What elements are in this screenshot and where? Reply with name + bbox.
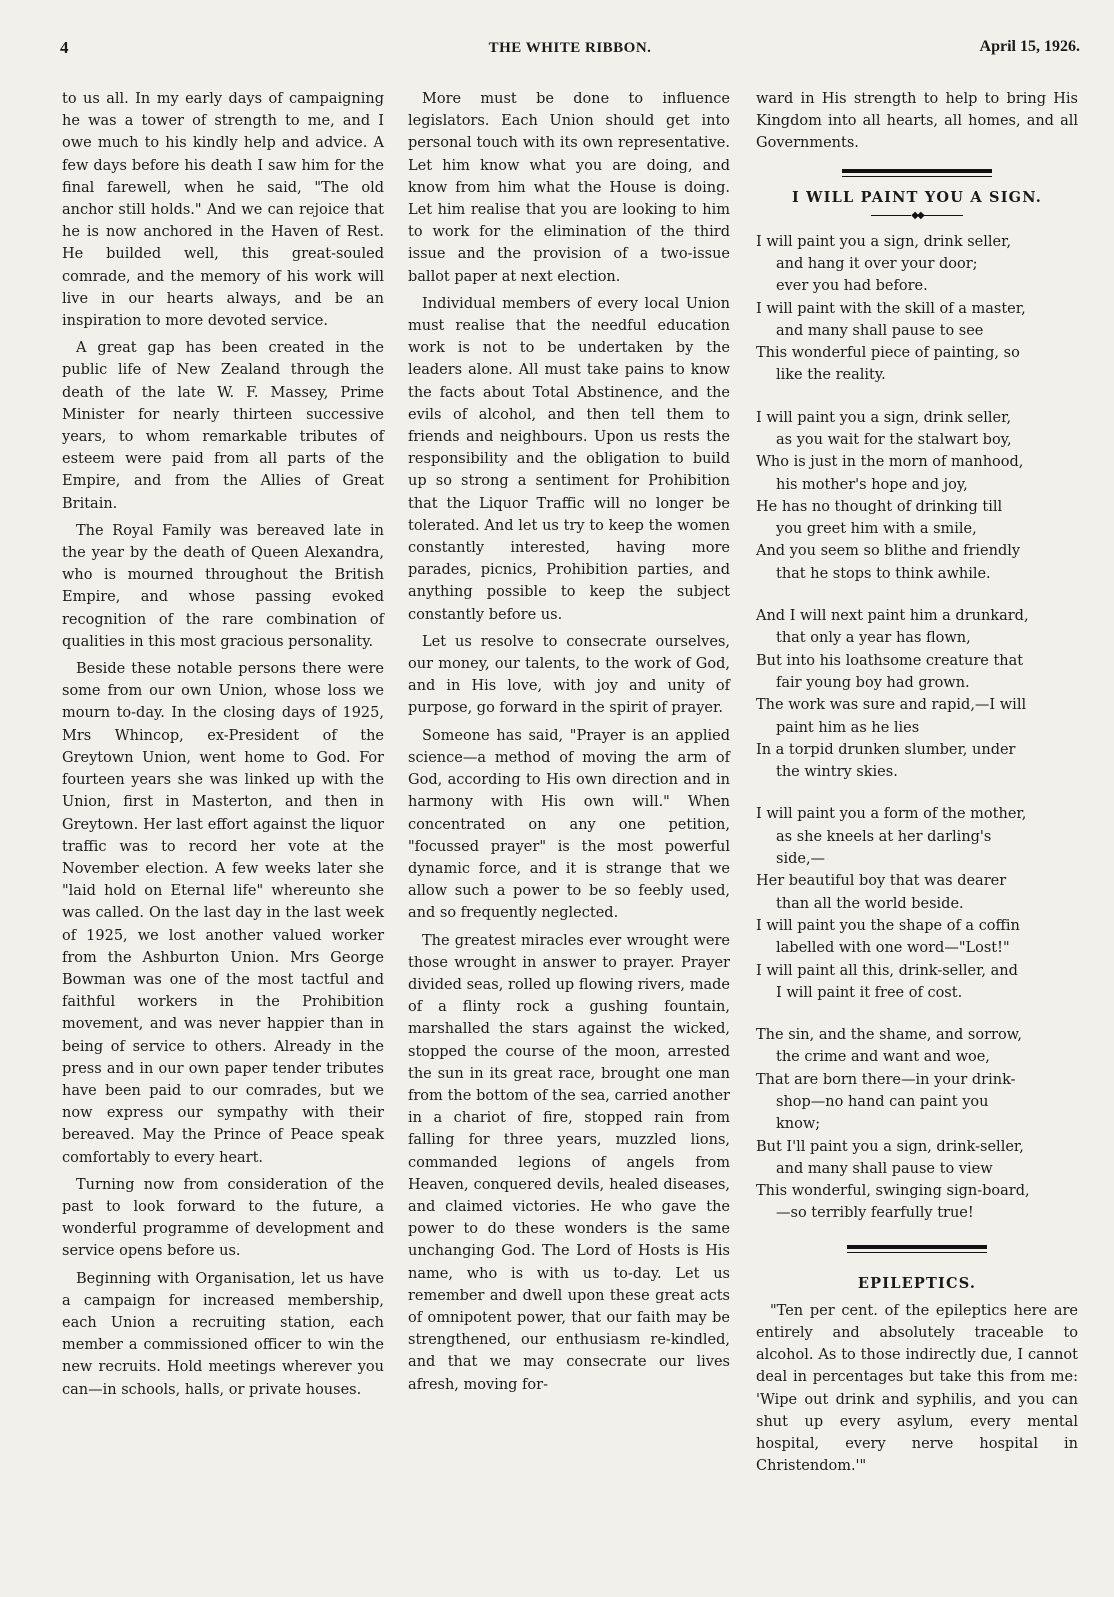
poem-line: That are born there—in your drink-	[756, 1071, 1016, 1088]
paragraph: Turning now from consideration of the past to look forward to the future, a wonderful programme of development and service opens before us.	[62, 1176, 384, 1260]
poem-line: that only a year has flown,	[776, 630, 971, 647]
paragraph: ward in His strength to help to bring His Kingdom into all hearts, all homes, and all Governments.	[756, 91, 1078, 152]
paragraph: More must be done to influence legislators. Each Union should get into personal touch with its own representative. Let him know what you are doing, and know from him what the House is doing. Let him realise that you are looking to him to work for the elimination of the third issue and the provision of a two-issue ballot paper at next election.	[408, 91, 730, 285]
poem-body	[756, 231, 1078, 1225]
poem-stanza	[756, 1024, 1078, 1225]
paragraph: The greatest miracles ever wrought were those wrought in answer to prayer. Prayer divided seas, rolled up flowing rivers, made of a flinty rock a gushing fountain, marshalled the stars against the wicked, stopped the course of the moon, arrested the sun in its great race, brought one man from the bottom of the sea, carried another in a chariot of fire, stopped rain from falling for three years, muzzled lions, commanded legions of angels from Heaven, conquered devils, healed diseases, and claimed victories. He who gave the power to do these wonders is the same unchanging God. The Lord of Hosts is His name, who is with us to-day. Let us remember and dwell upon these great acts of omnipotent power, that our faith may be strengthened, our enthusiasm re-kindled, and that we may consecrate our lives afresh, moving for-	[408, 932, 730, 1393]
poem-line: you greet him with a smile,	[776, 521, 977, 538]
poem-line: I will paint it free of cost.	[776, 984, 963, 1001]
paragraph: Individual members of every local Union must realise that the needful education work is not to be undertaken by the leaders alone. All must take pains to know the facts about Total Abstinence, and the evils of alcohol, and then tell them to friends and neighbours. Upon us rests the responsibility and the obligation to build up so strong a sentiment for Prohibition that the Liquor Traffic will no longer be tolerated. And let us try to keep the women constantly interested, having more parades, picnics, Prohibition parties, and anything possible to keep the subject constantly before us.	[408, 295, 730, 623]
poem-line: know;	[776, 1116, 821, 1133]
paragraph: to us all. In my early days of campaigning he was a tower of strength to me, and I owe much to his kindly help and advice. A few days before his death I saw him for the final farewell, when he said, "The old anchor still holds." And we can rejoice that he is now anchored in the Haven of Rest. He builded well, this great-souled comrade, and the memory of his work will live in our hearts always, and be an inspiration to more devoted service.	[62, 91, 384, 330]
poem-line: than all the world beside.	[776, 895, 964, 912]
section-divider	[842, 169, 992, 177]
poem-line: I will paint you a sign, drink seller,	[756, 409, 1012, 426]
paragraph: Beginning with Organisation, let us have a campaign for increased membership, each Union a recruiting station, each member a commissioned officer to win the new recruits. Hold meetings wherever you can—in schools, halls, or private houses.	[62, 1270, 384, 1398]
poem-line: and hang it over your door;	[776, 255, 978, 272]
poem-line: This wonderful, swinging sign-board,	[756, 1183, 1030, 1200]
poem-line: labelled with one word—"Lost!"	[776, 940, 1010, 957]
poem-line: shop—no hand can paint you	[776, 1094, 989, 1110]
poem-line: I will paint all this, drink-seller, and	[756, 962, 1018, 979]
paragraph: "Ten per cent. of the epileptics here are entirely and absolutely traceable to alcohol. As to those indirectly due, I cannot deal in percentages but take this from me: 'Wipe out drink and syphilis, and you can shut up every asylum, every mental hospital, every nerve hospital in Christendom.'"	[756, 1302, 1078, 1475]
paragraph: Let us resolve to consecrate ourselves, our money, our talents, to the work of God, and in His love, with joy and unity of purpose, go forward in the spirit of prayer.	[408, 633, 730, 717]
poem-line: —so terribly fearfully true!	[776, 1205, 974, 1222]
page-number: 4	[60, 38, 69, 57]
poem-line: The work was sure and rapid,—I will	[756, 697, 1027, 714]
column-middle	[408, 88, 730, 1401]
poem-line: ever you had before.	[776, 278, 928, 295]
poem-line: and many shall pause to view	[776, 1160, 993, 1177]
paragraph: Beside these notable persons there were some from our own Union, whose loss we mourn to-day. In the closing days of 1925, Mrs Whincop, ex-President of the Greytown Union, went home to God. For fourteen years she was linked up with the Union, first in Masterton, and then in Greytown. Her last effort against the liquor traffic was to record her vote at the November election. A few weeks later she "laid hold on Eternal life" whereunto she was called. On the last day in the last week of 1925, we lost another valued worker from the Ashburton Union. Mrs George Bowman was one of the most tactful and faithful workers in the Prohibition movement, and was never happier than in being of service to others. Already in the press and in our own paper tender tributes have been paid to our comrades, but we now express our sympathy with their bereaved. May the Prince of Peace speak comfortably to every heart.	[62, 661, 384, 1166]
poem-line: And I will next paint him a drunkard,	[756, 608, 1029, 625]
poem-line: and many shall pause to see	[776, 322, 984, 339]
poem-line: side,—	[776, 851, 826, 868]
poem-line: I will paint you a sign, drink seller,	[756, 233, 1012, 250]
poem-line: the crime and want and woe,	[776, 1049, 990, 1066]
poem-line: fair young boy had grown.	[776, 674, 970, 691]
column-right	[756, 88, 1078, 1482]
column-left	[62, 88, 384, 1406]
issue-date: April 15, 1926.	[979, 38, 1080, 55]
poem-line: like the reality.	[776, 367, 886, 384]
poem-line: And you seem so blithe and friendly	[756, 543, 1021, 560]
paragraph: A great gap has been created in the public life of New Zealand through the death of the late W. F. Massey, Prime Minister for nearly thirteen successive years, to whom remarkable tributes of esteem were paid from all parts of the Empire, and from the Allies of Great Britain.	[62, 340, 384, 512]
poem-line: Who is just in the morn of manhood,	[756, 454, 1024, 471]
poem-line: the wintry skies.	[776, 764, 898, 781]
poem-line: I will paint you a form of the mother,	[756, 806, 1027, 823]
paragraph: The Royal Family was bereaved late in the year by the death of Queen Alexandra, who is mourned throughout the British Empire, and whose passing evoked recognition of the rare combination of qualities in this most gracious personality.	[62, 522, 384, 650]
poem-line: This wonderful piece of painting, so	[756, 345, 1020, 362]
poem-line: But I'll paint you a sign, drink-seller,	[756, 1138, 1024, 1155]
poem-title: I WILL PAINT YOU A SIGN.	[791, 188, 1043, 206]
paragraph: Someone has said, "Prayer is an applied science—a method of moving the arm of God, according to His own direction and in harmony with His own will." When concentrated on any one petition, "focussed prayer" is the most powerful dynamic force, and it is strange that we allow such a power to be so feebly used, and so frequently neglected.	[408, 727, 730, 922]
poem-line: He has no thought of drinking till	[756, 498, 1003, 515]
poem-stanza	[756, 407, 1078, 585]
section-divider	[847, 1245, 987, 1253]
poem-line: I will paint you the shape of a coffin	[756, 917, 1020, 934]
poem-line: as she kneels at her darling's	[776, 828, 992, 845]
poem-line: as you wait for the stalwart boy,	[776, 431, 1012, 448]
poem-line: The sin, and the shame, and sorrow,	[756, 1027, 1022, 1044]
poem-line: But into his loathsome creature that	[756, 652, 1024, 669]
poem-stanza	[756, 231, 1078, 387]
poem-line: paint him as he lies	[776, 719, 920, 736]
poem-line: In a torpid drunken slumber, under	[756, 741, 1016, 758]
page-header	[60, 38, 1080, 62]
ornament-divider: ◆◆	[756, 210, 1078, 221]
poem-stanza	[756, 605, 1078, 783]
poem-line: I will paint with the skill of a master,	[756, 300, 1026, 317]
article-title: EPILEPTICS.	[857, 1274, 977, 1292]
poem-line: Her beautiful boy that was dearer	[756, 873, 1007, 890]
poem-line: his mother's hope and joy,	[776, 476, 968, 493]
poem-stanza	[756, 803, 1078, 1004]
poem-line: that he stops to think awhile.	[776, 565, 991, 582]
publication-title: THE WHITE RIBBON.	[488, 40, 652, 56]
